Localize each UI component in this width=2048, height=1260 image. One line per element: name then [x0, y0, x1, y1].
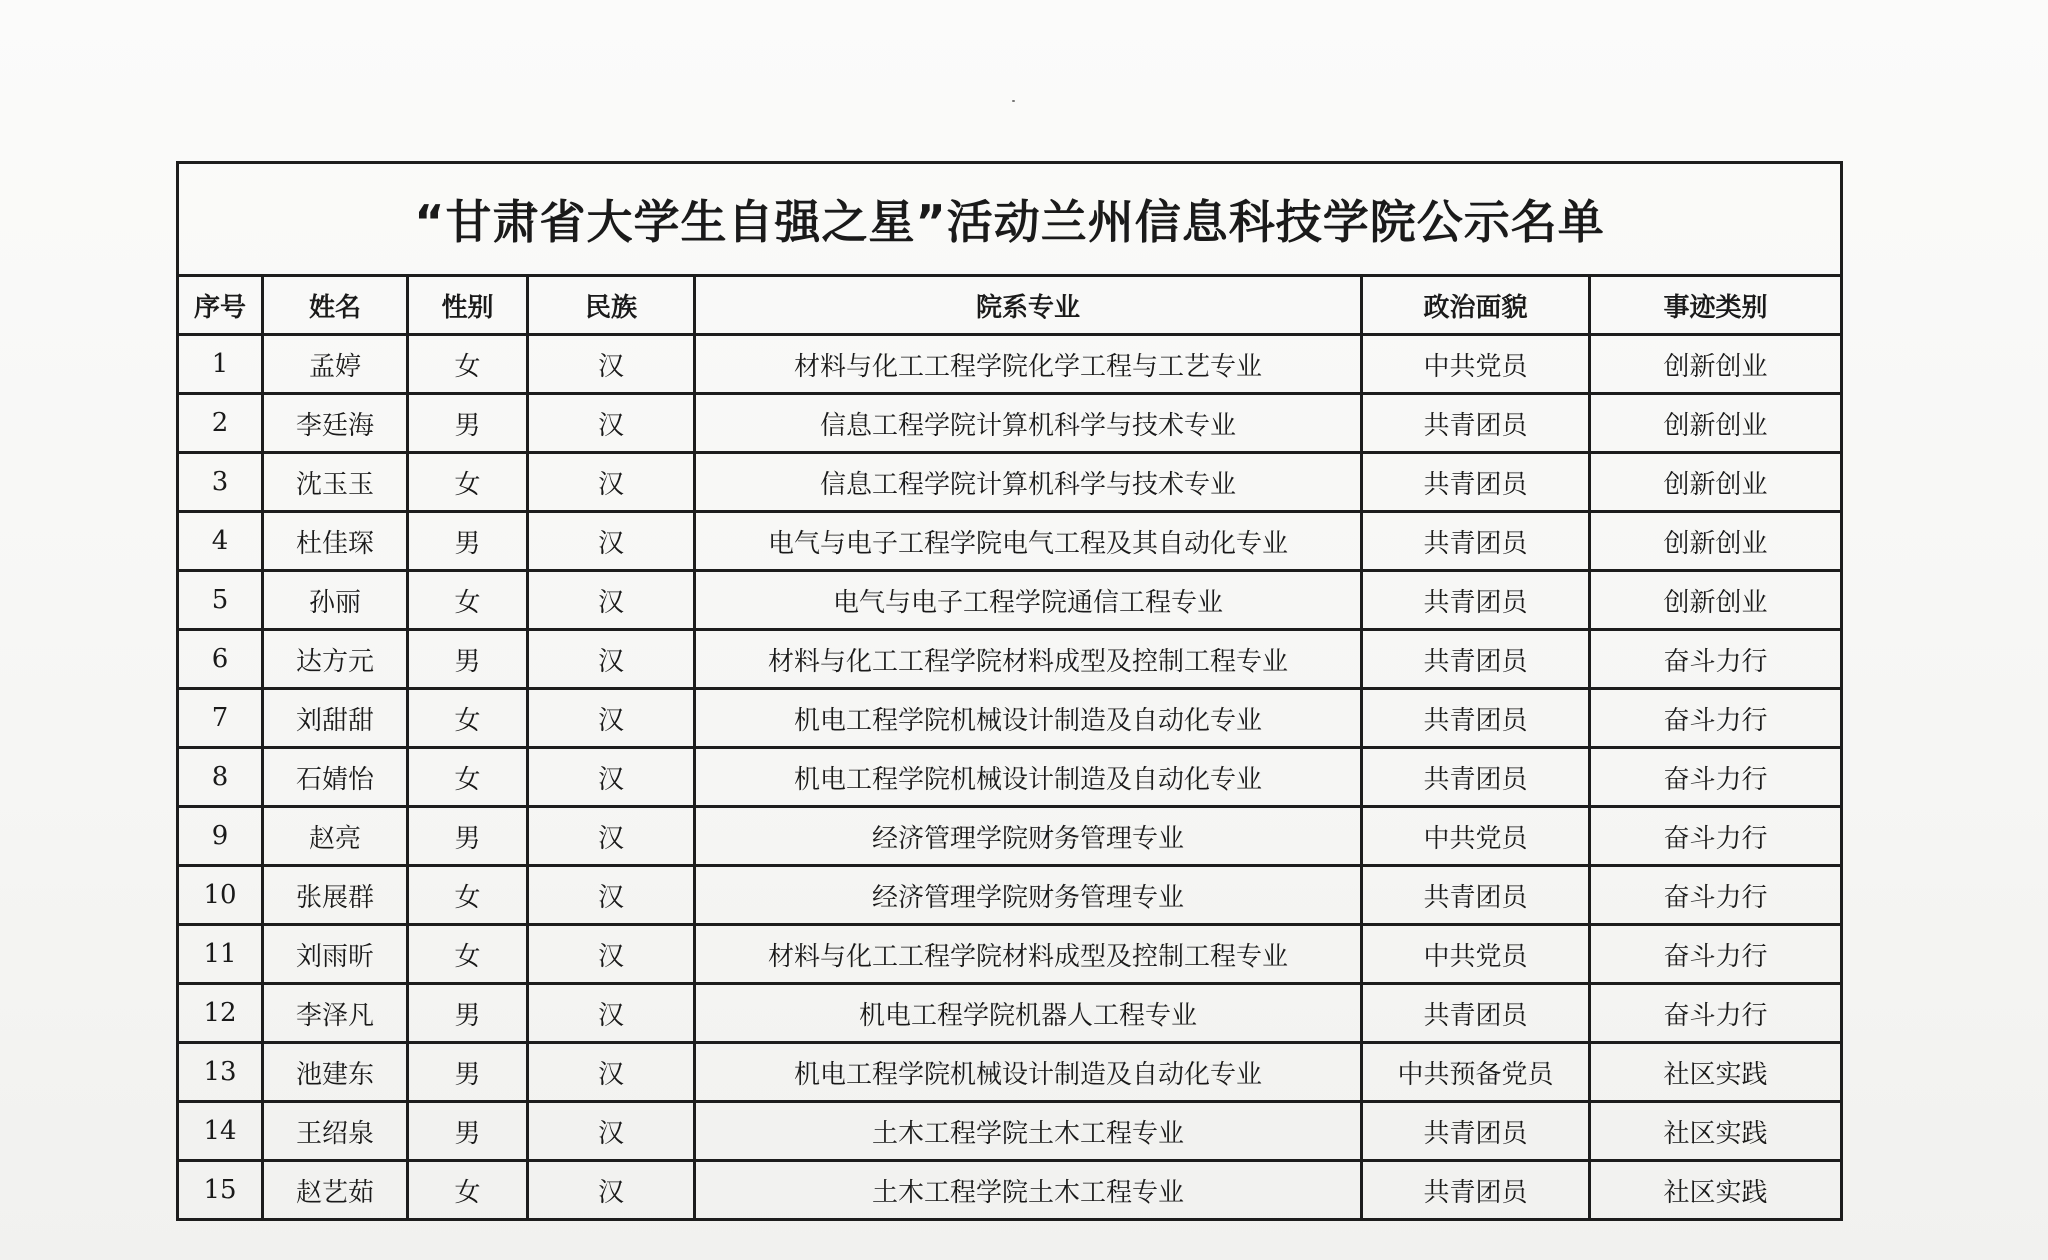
table-row	[178, 571, 1842, 630]
table-row	[178, 925, 1842, 984]
table-row	[178, 866, 1842, 925]
cell-ethnicity: 汉	[528, 512, 695, 571]
cell-index: 5	[178, 571, 263, 630]
cell-ethnicity: 汉	[528, 1102, 695, 1161]
cell-gender: 女	[408, 866, 528, 925]
cell-deed-category: 奋斗力行	[1590, 630, 1842, 689]
cell-political-status: 共青团员	[1362, 453, 1590, 512]
cell-index: 12	[178, 984, 263, 1043]
cell-index: 3	[178, 453, 263, 512]
cell-gender: 男	[408, 984, 528, 1043]
cell-deed-category: 创新创业	[1590, 571, 1842, 630]
table-row	[178, 984, 1842, 1043]
cell-index: 1	[178, 335, 263, 394]
cell-index: 10	[178, 866, 263, 925]
header-ethnicity: 民族	[528, 276, 695, 335]
cell-name: 孙丽	[263, 571, 408, 630]
header-political-status: 政治面貌	[1362, 276, 1590, 335]
cell-deed-category: 奋斗力行	[1590, 748, 1842, 807]
cell-gender: 女	[408, 1161, 528, 1220]
cell-department-major: 材料与化工工程学院材料成型及控制工程专业	[695, 630, 1362, 689]
paper-speck	[1012, 100, 1015, 102]
cell-name: 李泽凡	[263, 984, 408, 1043]
cell-department-major: 信息工程学院计算机科学与技术专业	[695, 394, 1362, 453]
cell-ethnicity: 汉	[528, 984, 695, 1043]
header-gender: 性别	[408, 276, 528, 335]
roster-body	[178, 335, 1842, 1220]
cell-political-status: 中共党员	[1362, 335, 1590, 394]
header-deed-category: 事迹类别	[1590, 276, 1842, 335]
cell-deed-category: 创新创业	[1590, 512, 1842, 571]
cell-index: 2	[178, 394, 263, 453]
cell-index: 15	[178, 1161, 263, 1220]
table-row	[178, 1102, 1842, 1161]
cell-name: 赵亮	[263, 807, 408, 866]
cell-political-status: 共青团员	[1362, 1102, 1590, 1161]
cell-index: 4	[178, 512, 263, 571]
table-row	[178, 1161, 1842, 1220]
cell-political-status: 共青团员	[1362, 866, 1590, 925]
cell-name: 达方元	[263, 630, 408, 689]
cell-index: 6	[178, 630, 263, 689]
cell-ethnicity: 汉	[528, 1161, 695, 1220]
cell-ethnicity: 汉	[528, 453, 695, 512]
cell-political-status: 中共党员	[1362, 925, 1590, 984]
cell-deed-category: 创新创业	[1590, 453, 1842, 512]
cell-political-status: 共青团员	[1362, 689, 1590, 748]
cell-deed-category: 奋斗力行	[1590, 925, 1842, 984]
table-row	[178, 335, 1842, 394]
cell-name: 刘雨昕	[263, 925, 408, 984]
cell-gender: 女	[408, 453, 528, 512]
cell-gender: 女	[408, 571, 528, 630]
cell-department-major: 信息工程学院计算机科学与技术专业	[695, 453, 1362, 512]
cell-name: 李廷海	[263, 394, 408, 453]
cell-department-major: 经济管理学院财务管理专业	[695, 866, 1362, 925]
cell-name: 孟婷	[263, 335, 408, 394]
cell-index: 9	[178, 807, 263, 866]
cell-index: 14	[178, 1102, 263, 1161]
cell-political-status: 共青团员	[1362, 748, 1590, 807]
cell-name: 杜佳琛	[263, 512, 408, 571]
table-row	[178, 748, 1842, 807]
cell-department-major: 电气与电子工程学院通信工程专业	[695, 571, 1362, 630]
cell-gender: 男	[408, 1102, 528, 1161]
cell-name: 石婧怡	[263, 748, 408, 807]
table-row	[178, 453, 1842, 512]
table-row	[178, 394, 1842, 453]
header-index: 序号	[178, 276, 263, 335]
cell-ethnicity: 汉	[528, 689, 695, 748]
cell-department-major: 材料与化工工程学院化学工程与工艺专业	[695, 335, 1362, 394]
cell-index: 8	[178, 748, 263, 807]
cell-gender: 男	[408, 1043, 528, 1102]
cell-index: 13	[178, 1043, 263, 1102]
document-title: “甘肃省大学生自强之星”活动兰州信息科技学院公示名单	[178, 163, 1842, 276]
cell-deed-category: 创新创业	[1590, 394, 1842, 453]
table-row	[178, 512, 1842, 571]
cell-ethnicity: 汉	[528, 394, 695, 453]
cell-political-status: 共青团员	[1362, 630, 1590, 689]
cell-gender: 男	[408, 630, 528, 689]
cell-department-major: 经济管理学院财务管理专业	[695, 807, 1362, 866]
cell-department-major: 材料与化工工程学院材料成型及控制工程专业	[695, 925, 1362, 984]
cell-deed-category: 奋斗力行	[1590, 984, 1842, 1043]
cell-ethnicity: 汉	[528, 630, 695, 689]
cell-index: 11	[178, 925, 263, 984]
cell-gender: 男	[408, 807, 528, 866]
cell-department-major: 土木工程学院土木工程专业	[695, 1161, 1362, 1220]
cell-political-status: 中共党员	[1362, 807, 1590, 866]
cell-political-status: 共青团员	[1362, 512, 1590, 571]
title-row	[178, 163, 1842, 276]
table-row	[178, 630, 1842, 689]
header-row	[178, 276, 1842, 335]
cell-political-status: 共青团员	[1362, 394, 1590, 453]
cell-ethnicity: 汉	[528, 335, 695, 394]
cell-department-major: 机电工程学院机械设计制造及自动化专业	[695, 1043, 1362, 1102]
cell-gender: 女	[408, 335, 528, 394]
cell-gender: 女	[408, 689, 528, 748]
cell-deed-category: 创新创业	[1590, 335, 1842, 394]
cell-department-major: 机电工程学院机械设计制造及自动化专业	[695, 748, 1362, 807]
roster-table	[176, 161, 1843, 1221]
cell-gender: 男	[408, 512, 528, 571]
cell-ethnicity: 汉	[528, 748, 695, 807]
cell-gender: 女	[408, 748, 528, 807]
cell-deed-category: 社区实践	[1590, 1102, 1842, 1161]
cell-deed-category: 奋斗力行	[1590, 807, 1842, 866]
cell-deed-category: 奋斗力行	[1590, 689, 1842, 748]
cell-ethnicity: 汉	[528, 925, 695, 984]
cell-gender: 男	[408, 394, 528, 453]
header-department-major: 院系专业	[695, 276, 1362, 335]
cell-political-status: 共青团员	[1362, 1161, 1590, 1220]
cell-name: 张展群	[263, 866, 408, 925]
cell-department-major: 土木工程学院土木工程专业	[695, 1102, 1362, 1161]
cell-ethnicity: 汉	[528, 807, 695, 866]
cell-gender: 女	[408, 925, 528, 984]
cell-department-major: 电气与电子工程学院电气工程及其自动化专业	[695, 512, 1362, 571]
cell-name: 王绍泉	[263, 1102, 408, 1161]
cell-deed-category: 社区实践	[1590, 1043, 1842, 1102]
cell-political-status: 共青团员	[1362, 571, 1590, 630]
cell-department-major: 机电工程学院机器人工程专业	[695, 984, 1362, 1043]
cell-name: 池建东	[263, 1043, 408, 1102]
cell-ethnicity: 汉	[528, 866, 695, 925]
cell-name: 沈玉玉	[263, 453, 408, 512]
cell-index: 7	[178, 689, 263, 748]
cell-ethnicity: 汉	[528, 1043, 695, 1102]
cell-ethnicity: 汉	[528, 571, 695, 630]
cell-political-status: 共青团员	[1362, 984, 1590, 1043]
cell-name: 赵艺茹	[263, 1161, 408, 1220]
cell-deed-category: 社区实践	[1590, 1161, 1842, 1220]
roster-table-container	[176, 161, 1840, 1221]
header-name: 姓名	[263, 276, 408, 335]
cell-deed-category: 奋斗力行	[1590, 866, 1842, 925]
cell-name: 刘甜甜	[263, 689, 408, 748]
table-row	[178, 807, 1842, 866]
cell-department-major: 机电工程学院机械设计制造及自动化专业	[695, 689, 1362, 748]
table-row	[178, 1043, 1842, 1102]
cell-political-status: 中共预备党员	[1362, 1043, 1590, 1102]
table-row	[178, 689, 1842, 748]
